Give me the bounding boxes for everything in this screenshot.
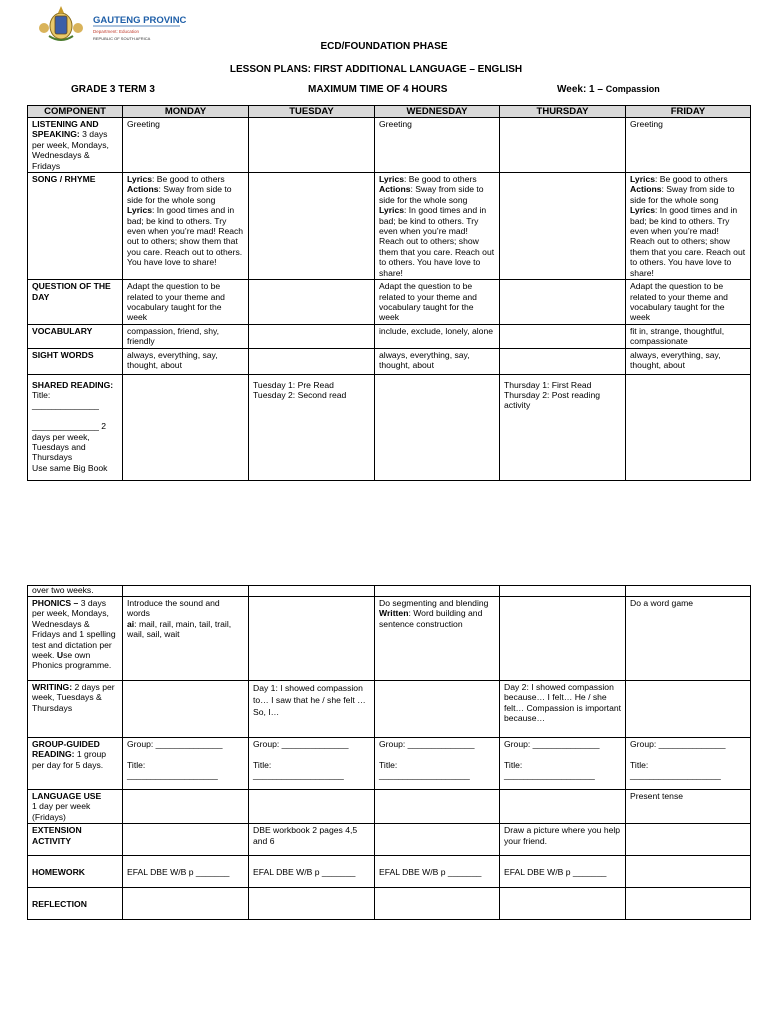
col-header-component: COMPONENT <box>28 106 123 118</box>
thursday-sight-words <box>500 348 626 374</box>
grade-term: GRADE 3 TERM 3 <box>71 84 155 95</box>
component-homework: HOMEWORK <box>28 856 123 888</box>
row-question-of-day <box>28 280 751 325</box>
component-question-of-day: QUESTION OF THE DAY <box>28 280 123 325</box>
continuation-thursday <box>500 586 626 597</box>
friday-homework <box>626 856 751 888</box>
friday-listening: Greeting <box>626 118 751 173</box>
lesson-plan-table-part-2 <box>27 585 751 920</box>
col-header-tuesday: TUESDAY <box>249 106 375 118</box>
row-homework <box>28 856 751 888</box>
friday-writing <box>626 681 751 738</box>
tuesday-phonics <box>249 597 375 681</box>
thursday-reflection <box>500 888 626 920</box>
row-phonics <box>28 597 751 681</box>
component-language-use: LANGUAGE USE 1 day per week (Fridays) <box>28 790 123 824</box>
row-sight-words <box>28 348 751 374</box>
thursday-song <box>500 173 626 280</box>
component-writing: WRITING: 2 days per week, Tuesdays & Thursdays <box>28 681 123 738</box>
wednesday-writing <box>375 681 500 738</box>
friday-guided-reading: Group: ______________ Title: ___________________ <box>626 738 751 790</box>
row-reflection <box>28 888 751 920</box>
component-group-guided-reading: GROUP-GUIDED READING: 1 group per day for 5 days. <box>28 738 123 790</box>
monday-homework: EFAL DBE W/B p _______ <box>123 856 249 888</box>
wednesday-phonics: Do segmenting and blending Written: Word building and sentence construction <box>375 597 500 681</box>
continuation-monday <box>123 586 249 597</box>
monday-vocabulary: compassion, friend, shy, friendly <box>123 324 249 348</box>
monday-listening: Greeting <box>123 118 249 173</box>
week-label: Week: 1 – <box>557 84 603 95</box>
monday-reflection <box>123 888 249 920</box>
row-continuation <box>28 586 751 597</box>
row-extension-activity <box>28 824 751 856</box>
col-header-monday: MONDAY <box>123 106 249 118</box>
tuesday-homework: EFAL DBE W/B p _______ <box>249 856 375 888</box>
thursday-guided-reading: Group: ______________ Title: ___________________ <box>500 738 626 790</box>
thursday-phonics <box>500 597 626 681</box>
tuesday-sight-words <box>249 348 375 374</box>
monday-question: Adapt the question to be related to your theme and vocabulary taught for the week <box>123 280 249 325</box>
monday-language-use <box>123 790 249 824</box>
tuesday-writing: Day 1: I showed compassion to… I saw that he / she felt … So, I… <box>249 681 375 738</box>
friday-shared-reading <box>626 374 751 480</box>
row-listening-speaking <box>28 118 751 173</box>
phase-heading: ECD/FOUNDATION PHASE <box>320 41 448 52</box>
friday-vocabulary: fit in, strange, thoughtful, compassionate <box>626 324 751 348</box>
friday-reflection <box>626 888 751 920</box>
component-sight-words: SIGHT WORDS <box>28 348 123 374</box>
friday-language-use: Present tense <box>626 790 751 824</box>
component-shared-reading: SHARED READING: Title: ______________ ______________ 2 days per week, Tuesdays and Thursdays Use same Big Book <box>28 374 123 480</box>
thursday-homework: EFAL DBE W/B p _______ <box>500 856 626 888</box>
col-header-wednesday: WEDNESDAY <box>375 106 500 118</box>
thursday-extension: Draw a picture where you help your friend. <box>500 824 626 856</box>
wednesday-song: Lyrics: Be good to others Actions: Sway from side to side for the whole song Lyrics: In good times and in bad; be kind to others. Try even when you’re mad! Reach out to others; show them that you care. Reach out to others. You have love to share! <box>375 173 500 280</box>
wednesday-reflection <box>375 888 500 920</box>
friday-song: Lyrics: Be good to others Actions: Sway from side to side for the whole song Lyrics: In good times and in bad; be kind to others. Try even when you’re mad! Reach out to others; show them that you care. Reach out to others. You have love to share! <box>626 173 751 280</box>
continuation-text: over two weeks. <box>28 586 123 597</box>
svg-text:GAUTENG PROVINCE: GAUTENG PROVINCE <box>93 15 186 26</box>
monday-guided-reading: Group: ______________ Title: ___________________ <box>123 738 249 790</box>
svg-text:REPUBLIC OF SOUTH AFRICA: REPUBLIC OF SOUTH AFRICA <box>93 36 151 41</box>
monday-shared-reading <box>123 374 249 480</box>
wednesday-guided-reading: Group: ______________ Title: ___________________ <box>375 738 500 790</box>
monday-extension <box>123 824 249 856</box>
wednesday-extension <box>375 824 500 856</box>
monday-song: Lyrics: Be good to others Actions: Sway from side to side for the whole song Lyrics: In good times and in bad; be kind to others. Try even when you’re mad! Reach out to others; show them that you care. Reach out to others. You have love to share! <box>123 173 249 280</box>
component-song-rhyme: SONG / RHYME <box>28 173 123 280</box>
max-time: MAXIMUM TIME OF 4 HOURS <box>308 84 448 95</box>
monday-phonics: Introduce the sound and words ai: mail, rail, main, tail, trail, wail, sail, wait <box>123 597 249 681</box>
thursday-vocabulary <box>500 324 626 348</box>
component-reflection: REFLECTION <box>28 888 123 920</box>
tuesday-question <box>249 280 375 325</box>
thursday-writing: Day 2: I showed compassion because… I felt… He / she felt… Compassion is important because… <box>500 681 626 738</box>
row-writing <box>28 681 751 738</box>
wednesday-shared-reading <box>375 374 500 480</box>
thursday-listening <box>500 118 626 173</box>
continuation-friday <box>626 586 751 597</box>
row-language-use <box>28 790 751 824</box>
week-theme: Compassion <box>605 84 660 94</box>
monday-writing <box>123 681 249 738</box>
week-info <box>557 84 660 95</box>
friday-extension <box>626 824 751 856</box>
tuesday-song <box>249 173 375 280</box>
friday-phonics: Do a word game <box>626 597 751 681</box>
wednesday-language-use <box>375 790 500 824</box>
tuesday-extension: DBE workbook 2 pages 4,5 and 6 <box>249 824 375 856</box>
wednesday-homework: EFAL DBE W/B p _______ <box>375 856 500 888</box>
wednesday-sight-words: always, everything, say, thought, about <box>375 348 500 374</box>
col-header-friday: FRIDAY <box>626 106 751 118</box>
component-listening-speaking: LISTENING AND SPEAKING: 3 days per week, Mondays, Wednesdays & Fridays <box>28 118 123 173</box>
wednesday-vocabulary: include, exclude, lonely, alone <box>375 324 500 348</box>
thursday-shared-reading: Thursday 1: First Read Thursday 2: Post reading activity <box>500 374 626 480</box>
tuesday-guided-reading: Group: ______________ Title: ___________________ <box>249 738 375 790</box>
friday-question: Adapt the question to be related to your theme and vocabulary taught for the week <box>626 280 751 325</box>
wednesday-listening: Greeting <box>375 118 500 173</box>
component-phonics: PHONICS – 3 days per week, Mondays, Wednesdays & Fridays and 1 spelling test and dictation per week. Use own Phonics programme. <box>28 597 123 681</box>
tuesday-language-use <box>249 790 375 824</box>
table-header-row <box>28 106 751 118</box>
row-group-guided-reading <box>28 738 751 790</box>
tuesday-vocabulary <box>249 324 375 348</box>
row-song-rhyme <box>28 173 751 280</box>
row-shared-reading <box>28 374 751 480</box>
component-extension-activity: EXTENSION ACTIVITY <box>28 824 123 856</box>
lesson-plan-title: LESSON PLANS: FIRST ADDITIONAL LANGUAGE – ENGLISH <box>229 64 523 75</box>
col-header-thursday: THURSDAY <box>500 106 626 118</box>
row-vocabulary <box>28 324 751 348</box>
tuesday-reflection <box>249 888 375 920</box>
continuation-tuesday <box>249 586 375 597</box>
monday-sight-words: always, everything, say, thought, about <box>123 348 249 374</box>
friday-sight-words: always, everything, say, thought, about <box>626 348 751 374</box>
lesson-plan-table-part-1 <box>27 105 751 481</box>
tuesday-listening <box>249 118 375 173</box>
tuesday-shared-reading: Tuesday 1: Pre Read Tuesday 2: Second read <box>249 374 375 480</box>
svg-text:Department: Education: Department: Education <box>93 29 140 34</box>
component-vocabulary: VOCABULARY <box>28 324 123 348</box>
wednesday-question: Adapt the question to be related to your theme and vocabulary taught for the week <box>375 280 500 325</box>
continuation-wednesday <box>375 586 500 597</box>
thursday-question <box>500 280 626 325</box>
thursday-language-use <box>500 790 626 824</box>
